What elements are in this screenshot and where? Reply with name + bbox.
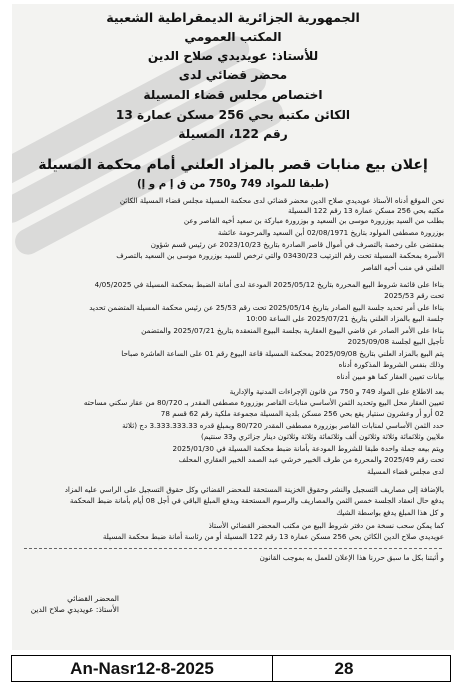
body-line: بناءا على قائمة شروط البيع المحررة بتاريخ 2025/05/12 المودعة لدى أمانة الضبط بمحكمة المسيلة في 4/05/2025: [94, 280, 444, 289]
header-republic: الجمهورية الجزائرية الديمقراطية الشعبية: [106, 10, 360, 25]
body-line: بعد الاطلاع على المواد 749 و 750 من قانون الإجراءات المدنية والإدارية: [229, 387, 444, 396]
notice-content: [12, 4, 454, 650]
body-line: عويديدي صلاح الدين الكائن بحي 256 مسكن عمارة 13 رقم 122 المسيلة أو من رئاسة أمانة ضبط محكمة المسيلة: [102, 532, 444, 541]
page-number: 28: [334, 658, 354, 678]
body-line: يدفع حال انعقاد الجلسة خمس الثمن والمصاريف والرسوم المستحقة ويدفع المبلغ الباقي في أجل 08 أيام بأمانة ضبط المحكمة: [69, 496, 444, 505]
body-line: بوزرورة مصطفى المولود بتاريخ 02/08/1971 أبن السعيد والمرحومة عائشة: [217, 228, 444, 237]
publication-date: An-Nasr12-8-2025: [70, 658, 214, 678]
body-line: تحت رقم 2025/49 والمحررة من طرف الخبير خرشي عبد الصمد الخبير العقاري المحلف: [178, 455, 444, 464]
header-lawyer: للأستاذ: عويديدي صلاح الدين: [147, 49, 319, 63]
body-line: تأجيل البيع لجلسة 2025/09/08: [347, 337, 444, 346]
body-line: ويتم بيعه جملة واحدة طبقا للشروط المودعة بأمانة ضبط محكمة المسيلة في 2025/01/30: [172, 444, 444, 453]
announcement-title: إعلان بيع منابات قصر بالمزاد العلني أمام محكمة المسيلة: [38, 157, 428, 173]
announcement-page: [12, 4, 454, 650]
header-title-role: محضر قضائي لدى: [178, 68, 288, 82]
body-line: بالإضافة إلى مصاريف التسجيل والنشر وحقوق الخزينة المستحقة للمحضر القضائي وكل حقوق التسجيل على الراسي عليه المزاد: [64, 485, 444, 494]
announcement-subtitle: (طبقا للمواد 749 و750 من ق إ م و إ): [136, 178, 330, 190]
header-address: الكائن مكتبه بحي 256 مسكن عمارة 13: [115, 108, 351, 122]
header-jurisdiction: اختصاص مجلس قضاء المسيلة: [143, 88, 323, 102]
body-line: بمقتضى على رخصة بالتصرف في أموال قاصر الصادرة بتاريخ 2023/10/23 عن رئيس قسم شؤون: [150, 240, 444, 249]
body-line: بناءا على أمر تحديد جلسة البيع الصادر بتاريخ 2025/05/14 تحت رقم 25/53 عن رئيس محكمة المسيلة المتضمن تحديد: [89, 303, 444, 312]
footer-divider: [272, 656, 273, 681]
body-line: ملايين وثلاثمائة وثلاثة وثلاثون ألف وثلاثمائة وثلاثة وثلاثون دينار جزائري و33 سنتيم): [201, 432, 444, 441]
body-line: يتم البيع بالمزاد العلني بتاريخ 2025/09/08 بمحكمة المسيلة قاعة البيوع رقم 01 على الساعة العاشرة صباحا: [121, 349, 444, 358]
body-line: و أثبتنا بكل ما سبق حررنا هذا الإعلان للعمل به بموجب القانون: [259, 553, 444, 562]
body-line: الأسرة بمحكمة المسيلة تحت رقم الترتيب 03430/23 والتي ترخص للسيد بوزرورة موسى بن السعيد بالتصرف: [116, 251, 444, 260]
body-line: و كل هذا المبلغ يدفع بواسطة الشيك: [336, 508, 444, 517]
body-line: بيانات تعيين العقار كما هو مبين أدناه: [336, 372, 444, 381]
header-number: رقم 122، المسيلة: [178, 127, 288, 141]
body-line: حدد الثمن الأساسي لمنابات القاصر بوزرورة مصطفى المقدر 80/720 وبمبلغ قدره 3.333.333.33 دج (ثلاثة: [122, 421, 444, 430]
signature-role: المحضر القضائي: [67, 594, 119, 603]
body-line: بناءا على الأمر الصادر عن قاضي البيوع العقارية بجلسة البيوع المنعقدة بتاريخ 2025/07/21 والمتضمن: [141, 326, 444, 335]
body-line: العلني في منب أخيه القاصر: [361, 263, 444, 272]
body-line: جلسة البيع بالمزاد العلني بتاريخ 2025/07/21 على الساعة 10:00: [246, 314, 444, 323]
signature-name: الأستاذ: عويديدي صلاح الدين: [30, 605, 119, 614]
divider: [24, 548, 442, 549]
body-line: كما يمكن سحب نسخة من دفتر شروط البيع من مكتب المحضر القضائي الأستاذ: [208, 521, 444, 530]
body-line: نحن الموقع أدناه الأستاذ عويديدي صلاح الدين محضر قضائي لدى محكمة المسيلة مجلس قضاء المسيلة الكائن: [119, 196, 444, 205]
header-office: المكتب العمومي: [184, 30, 282, 44]
body-line: بطلب من السيد بوزرورة موسى بن السعيد و بوزرورة مباركة بن سعيد أخيه القاصر وعن: [183, 216, 444, 225]
body-line: تعيين العقار محل البيع وتحديد الثمن الأساسي منابات القاصر بوزرورة مصطفى المقدر بـ 80/720 من عقار سكني مساحته: [83, 398, 444, 407]
body-line: تحت رقم 2025/53: [384, 291, 444, 300]
body-line: وذلك بنفس الشروط المذكورة أدناه: [338, 360, 444, 369]
body-line: 02 أرو أر وعشرون سنتيار يقع بحي 256 مسكن بلدية المسيلة مجموعة ملكية رقم 62 قسم 78: [160, 409, 444, 418]
body-line: مكتبه بحي 256 مسكن عمارة 13 رقم 122 المسيلة: [288, 206, 444, 215]
body-line: لدى مجلس قضاء المسيلة: [367, 467, 444, 476]
publication-footer: [11, 655, 451, 682]
